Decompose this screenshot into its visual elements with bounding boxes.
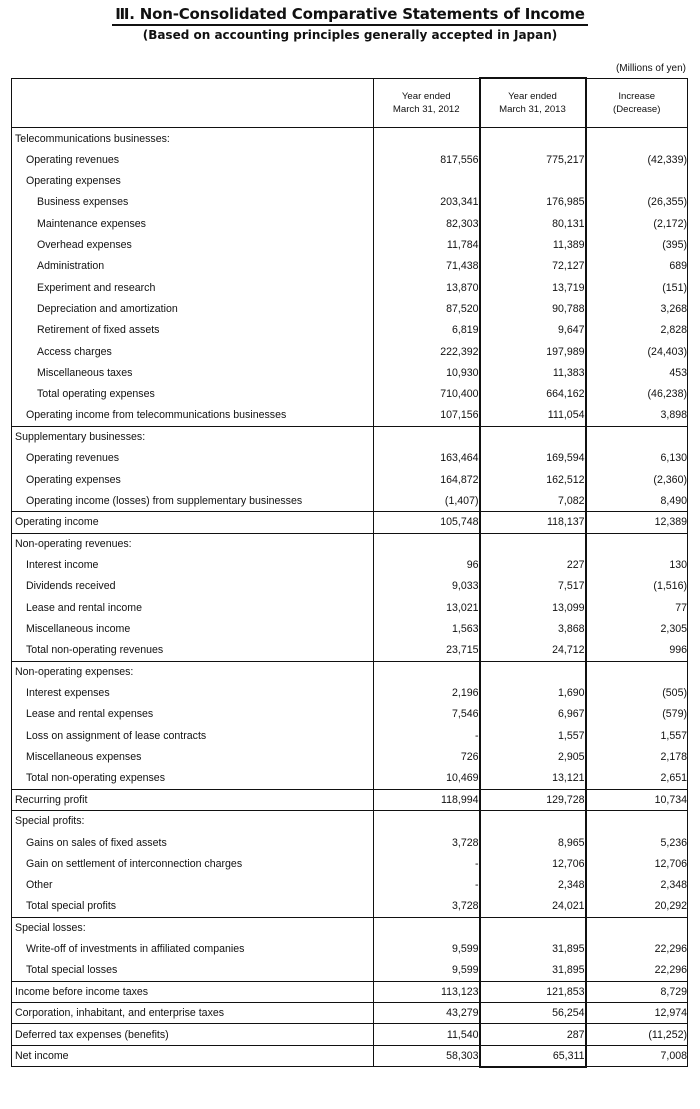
row-label: Total non-operating revenues bbox=[12, 640, 374, 661]
value-2013: 11,389 bbox=[480, 234, 586, 255]
table-row bbox=[12, 1003, 688, 1024]
value-2013 bbox=[480, 917, 586, 938]
value-change: 2,348 bbox=[586, 875, 688, 896]
table-row bbox=[12, 853, 688, 874]
table-row bbox=[12, 277, 688, 298]
value-2013: 90,788 bbox=[480, 298, 586, 319]
table-row bbox=[12, 426, 688, 447]
table-row bbox=[12, 661, 688, 682]
value-2013: 111,054 bbox=[480, 405, 586, 426]
value-change: 2,828 bbox=[586, 320, 688, 341]
header-year-2013-line2: March 31, 2013 bbox=[499, 104, 566, 115]
row-label: Supplementary businesses: bbox=[12, 426, 374, 447]
value-2013: 162,512 bbox=[480, 469, 586, 490]
value-2013: 664,162 bbox=[480, 384, 586, 405]
row-label: Retirement of fixed assets bbox=[12, 320, 374, 341]
table-row bbox=[12, 1045, 688, 1066]
value-2013: 129,728 bbox=[480, 789, 586, 810]
row-label: Recurring profit bbox=[12, 789, 374, 810]
value-2013: 1,557 bbox=[480, 725, 586, 746]
table-row bbox=[12, 149, 688, 170]
row-label: Lease and rental expenses bbox=[12, 704, 374, 725]
value-change bbox=[586, 811, 688, 832]
row-label: Telecommunications businesses: bbox=[12, 128, 374, 149]
row-label: Operating revenues bbox=[12, 149, 374, 170]
value-2013: 775,217 bbox=[480, 149, 586, 170]
header-change-line1: Increase bbox=[618, 90, 656, 102]
value-change: (151) bbox=[586, 277, 688, 298]
value-2013: 2,348 bbox=[480, 875, 586, 896]
value-2013: 80,131 bbox=[480, 213, 586, 234]
row-label: Operating income bbox=[12, 512, 374, 533]
value-2012: 58,303 bbox=[374, 1045, 480, 1066]
value-2012: 107,156 bbox=[374, 405, 480, 426]
value-2013: 7,517 bbox=[480, 576, 586, 597]
table-row bbox=[12, 298, 688, 319]
value-2012: 9,033 bbox=[374, 576, 480, 597]
value-2013: 72,127 bbox=[480, 256, 586, 277]
table-row bbox=[12, 512, 688, 533]
row-label: Gain on settlement of interconnection charges bbox=[12, 853, 374, 874]
value-2013 bbox=[480, 811, 586, 832]
value-2013: 121,853 bbox=[480, 981, 586, 1002]
row-label: Other bbox=[12, 875, 374, 896]
value-2012: 11,784 bbox=[374, 234, 480, 255]
header-label-column bbox=[12, 78, 374, 128]
value-2012: 710,400 bbox=[374, 384, 480, 405]
value-change bbox=[586, 426, 688, 447]
table-row bbox=[12, 618, 688, 639]
row-label: Maintenance expenses bbox=[12, 213, 374, 234]
header-year-2012-line2: March 31, 2012 bbox=[392, 103, 460, 115]
value-2013: 227 bbox=[480, 554, 586, 575]
table-row bbox=[12, 768, 688, 789]
value-change: 3,898 bbox=[586, 405, 688, 426]
table-row bbox=[12, 533, 688, 554]
value-2012 bbox=[374, 128, 480, 149]
row-label: Miscellaneous income bbox=[12, 618, 374, 639]
value-2012: 203,341 bbox=[374, 192, 480, 213]
table-row bbox=[12, 384, 688, 405]
row-label: Net income bbox=[12, 1045, 374, 1066]
table-row bbox=[12, 875, 688, 896]
income-statement-table bbox=[11, 77, 688, 1068]
value-change: 2,305 bbox=[586, 618, 688, 639]
value-change: 12,706 bbox=[586, 853, 688, 874]
row-label: Gains on sales of fixed assets bbox=[12, 832, 374, 853]
value-2012: 96 bbox=[374, 554, 480, 575]
value-2012: 113,123 bbox=[374, 981, 480, 1002]
row-label: Income before income taxes bbox=[12, 981, 374, 1002]
value-change: 22,296 bbox=[586, 960, 688, 981]
value-2012: 11,540 bbox=[374, 1024, 480, 1045]
value-2013: 13,719 bbox=[480, 277, 586, 298]
value-2012: 3,728 bbox=[374, 896, 480, 917]
value-change: (505) bbox=[586, 682, 688, 703]
value-2013 bbox=[480, 661, 586, 682]
row-label: Total non-operating expenses bbox=[12, 768, 374, 789]
row-label: Operating income (losses) from supplementary businesses bbox=[12, 490, 374, 511]
value-change bbox=[586, 661, 688, 682]
row-label: Non-operating revenues: bbox=[12, 533, 374, 554]
value-change: 453 bbox=[586, 362, 688, 383]
value-change: 1,557 bbox=[586, 725, 688, 746]
table-row bbox=[12, 811, 688, 832]
table-row bbox=[12, 256, 688, 277]
header-change-line2: (Decrease) bbox=[613, 103, 661, 115]
table-row bbox=[12, 448, 688, 469]
value-2013: 197,989 bbox=[480, 341, 586, 362]
row-label: Special losses: bbox=[12, 917, 374, 938]
value-2012 bbox=[374, 811, 480, 832]
page-title-text: Ⅲ. Non-Consolidated Comparative Statements of Income bbox=[112, 5, 588, 26]
value-2013 bbox=[480, 128, 586, 149]
table-row bbox=[12, 490, 688, 511]
table-row bbox=[12, 725, 688, 746]
row-label: Loss on assignment of lease contracts bbox=[12, 725, 374, 746]
value-change: 996 bbox=[586, 640, 688, 661]
value-2012: - bbox=[374, 853, 480, 874]
value-2013: 7,082 bbox=[480, 490, 586, 511]
value-change: 689 bbox=[586, 256, 688, 277]
value-change: (11,252) bbox=[586, 1024, 688, 1045]
value-2013: 31,895 bbox=[480, 960, 586, 981]
value-2012: 817,556 bbox=[374, 149, 480, 170]
table-row bbox=[12, 362, 688, 383]
row-label: Operating expenses bbox=[12, 469, 374, 490]
row-label: Total operating expenses bbox=[12, 384, 374, 405]
header-year-2012 bbox=[374, 78, 480, 128]
value-change bbox=[586, 533, 688, 554]
value-2012: 222,392 bbox=[374, 341, 480, 362]
table-row bbox=[12, 597, 688, 618]
value-2013 bbox=[480, 426, 586, 447]
value-2013: 24,712 bbox=[480, 640, 586, 661]
table-row bbox=[12, 704, 688, 725]
value-2012: 82,303 bbox=[374, 213, 480, 234]
value-2012: 163,464 bbox=[374, 448, 480, 469]
value-2012: (1,407) bbox=[374, 490, 480, 511]
table-row bbox=[12, 234, 688, 255]
table-row bbox=[12, 576, 688, 597]
table-row bbox=[12, 469, 688, 490]
value-change: 8,729 bbox=[586, 981, 688, 1002]
value-2012 bbox=[374, 917, 480, 938]
value-change: 12,974 bbox=[586, 1003, 688, 1024]
table-row bbox=[12, 746, 688, 767]
value-2013: 2,905 bbox=[480, 746, 586, 767]
table-row bbox=[12, 917, 688, 938]
value-change: 12,389 bbox=[586, 512, 688, 533]
row-label: Non-operating expenses: bbox=[12, 661, 374, 682]
value-change: (26,355) bbox=[586, 192, 688, 213]
value-change: 2,178 bbox=[586, 746, 688, 767]
table-row bbox=[12, 554, 688, 575]
value-2012: 9,599 bbox=[374, 939, 480, 960]
value-change: (46,238) bbox=[586, 384, 688, 405]
value-2012: 105,748 bbox=[374, 512, 480, 533]
table-row bbox=[12, 128, 688, 149]
value-change: 3,268 bbox=[586, 298, 688, 319]
row-label: Experiment and research bbox=[12, 277, 374, 298]
table-row bbox=[12, 213, 688, 234]
value-2012: 23,715 bbox=[374, 640, 480, 661]
table-row bbox=[12, 341, 688, 362]
table-row bbox=[12, 405, 688, 426]
value-2012: 10,930 bbox=[374, 362, 480, 383]
header-year-2013-line1: Year ended bbox=[508, 91, 557, 102]
value-2013: 65,311 bbox=[480, 1045, 586, 1066]
value-change: (42,339) bbox=[586, 149, 688, 170]
value-2013: 118,137 bbox=[480, 512, 586, 533]
value-2012: 43,279 bbox=[374, 1003, 480, 1024]
value-2012 bbox=[374, 533, 480, 554]
value-change: 5,236 bbox=[586, 832, 688, 853]
value-2013: 24,021 bbox=[480, 896, 586, 917]
value-2013: 11,383 bbox=[480, 362, 586, 383]
row-label: Miscellaneous taxes bbox=[12, 362, 374, 383]
table-row bbox=[12, 981, 688, 1002]
table-row bbox=[12, 170, 688, 191]
value-change: 20,292 bbox=[586, 896, 688, 917]
table-row bbox=[12, 939, 688, 960]
value-2013: 6,967 bbox=[480, 704, 586, 725]
value-change: (2,360) bbox=[586, 469, 688, 490]
value-2012: - bbox=[374, 725, 480, 746]
value-2012: 3,728 bbox=[374, 832, 480, 853]
table-row bbox=[12, 789, 688, 810]
value-2012: 164,872 bbox=[374, 469, 480, 490]
header-year-2013 bbox=[480, 78, 586, 128]
value-2012 bbox=[374, 661, 480, 682]
value-change: 130 bbox=[586, 554, 688, 575]
value-2012 bbox=[374, 426, 480, 447]
value-2012: 9,599 bbox=[374, 960, 480, 981]
value-2013: 13,099 bbox=[480, 597, 586, 618]
value-2013 bbox=[480, 533, 586, 554]
row-label: Operating expenses bbox=[12, 170, 374, 191]
value-change bbox=[586, 170, 688, 191]
units-note: (Millions of yen) bbox=[615, 63, 686, 74]
row-label: Operating revenues bbox=[12, 448, 374, 469]
row-label: Overhead expenses bbox=[12, 234, 374, 255]
table-row bbox=[12, 682, 688, 703]
value-change bbox=[586, 917, 688, 938]
value-2012: 13,021 bbox=[374, 597, 480, 618]
table-row bbox=[12, 1024, 688, 1045]
value-2012: 118,994 bbox=[374, 789, 480, 810]
value-2013: 13,121 bbox=[480, 768, 586, 789]
value-2012: 726 bbox=[374, 746, 480, 767]
value-change: 22,296 bbox=[586, 939, 688, 960]
value-2012: 13,870 bbox=[374, 277, 480, 298]
value-change: (24,403) bbox=[586, 341, 688, 362]
table-row bbox=[12, 960, 688, 981]
page-title bbox=[0, 5, 700, 24]
row-label: Lease and rental income bbox=[12, 597, 374, 618]
table-row bbox=[12, 192, 688, 213]
value-change: (395) bbox=[586, 234, 688, 255]
row-label: Corporation, inhabitant, and enterprise taxes bbox=[12, 1003, 374, 1024]
value-2013: 169,594 bbox=[480, 448, 586, 469]
row-label: Interest expenses bbox=[12, 682, 374, 703]
row-label: Deferred tax expenses (benefits) bbox=[12, 1024, 374, 1045]
row-label: Special profits: bbox=[12, 811, 374, 832]
row-label: Access charges bbox=[12, 341, 374, 362]
row-label: Miscellaneous expenses bbox=[12, 746, 374, 767]
row-label: Operating income from telecommunications businesses bbox=[12, 405, 374, 426]
value-2012: 87,520 bbox=[374, 298, 480, 319]
row-label: Depreciation and amortization bbox=[12, 298, 374, 319]
value-change: 10,734 bbox=[586, 789, 688, 810]
value-2012: - bbox=[374, 875, 480, 896]
value-2013: 12,706 bbox=[480, 853, 586, 874]
value-2012: 2,196 bbox=[374, 682, 480, 703]
value-2012: 7,546 bbox=[374, 704, 480, 725]
header-year-2012-line1: Year ended bbox=[401, 90, 451, 102]
value-change: 8,490 bbox=[586, 490, 688, 511]
table-row bbox=[12, 832, 688, 853]
value-change: 7,008 bbox=[586, 1045, 688, 1066]
row-label: Administration bbox=[12, 256, 374, 277]
value-2012: 71,438 bbox=[374, 256, 480, 277]
value-2013: 9,647 bbox=[480, 320, 586, 341]
value-2012: 6,819 bbox=[374, 320, 480, 341]
table-body bbox=[12, 128, 688, 1067]
value-change: 2,651 bbox=[586, 768, 688, 789]
value-2013: 8,965 bbox=[480, 832, 586, 853]
table-header-row bbox=[12, 78, 688, 128]
value-2013: 176,985 bbox=[480, 192, 586, 213]
value-2013 bbox=[480, 170, 586, 191]
table-row bbox=[12, 640, 688, 661]
value-2012 bbox=[374, 170, 480, 191]
header-increase-decrease bbox=[586, 78, 688, 128]
page-subtitle: (Based on accounting principles generally accepted in Japan) bbox=[142, 28, 558, 42]
table-row bbox=[12, 896, 688, 917]
value-2013: 287 bbox=[480, 1024, 586, 1045]
value-2013: 31,895 bbox=[480, 939, 586, 960]
value-change: 77 bbox=[586, 597, 688, 618]
value-change: (579) bbox=[586, 704, 688, 725]
row-label: Total special profits bbox=[12, 896, 374, 917]
row-label: Total special losses bbox=[12, 960, 374, 981]
value-change bbox=[586, 128, 688, 149]
value-2012: 1,563 bbox=[374, 618, 480, 639]
value-change: 6,130 bbox=[586, 448, 688, 469]
value-2013: 56,254 bbox=[480, 1003, 586, 1024]
row-label: Dividends received bbox=[12, 576, 374, 597]
value-2013: 3,868 bbox=[480, 618, 586, 639]
row-label: Write-off of investments in affiliated companies bbox=[12, 939, 374, 960]
row-label: Interest income bbox=[12, 554, 374, 575]
row-label: Business expenses bbox=[12, 192, 374, 213]
table-row bbox=[12, 320, 688, 341]
value-2013: 1,690 bbox=[480, 682, 586, 703]
value-change: (2,172) bbox=[586, 213, 688, 234]
value-change: (1,516) bbox=[586, 576, 688, 597]
value-2012: 10,469 bbox=[374, 768, 480, 789]
